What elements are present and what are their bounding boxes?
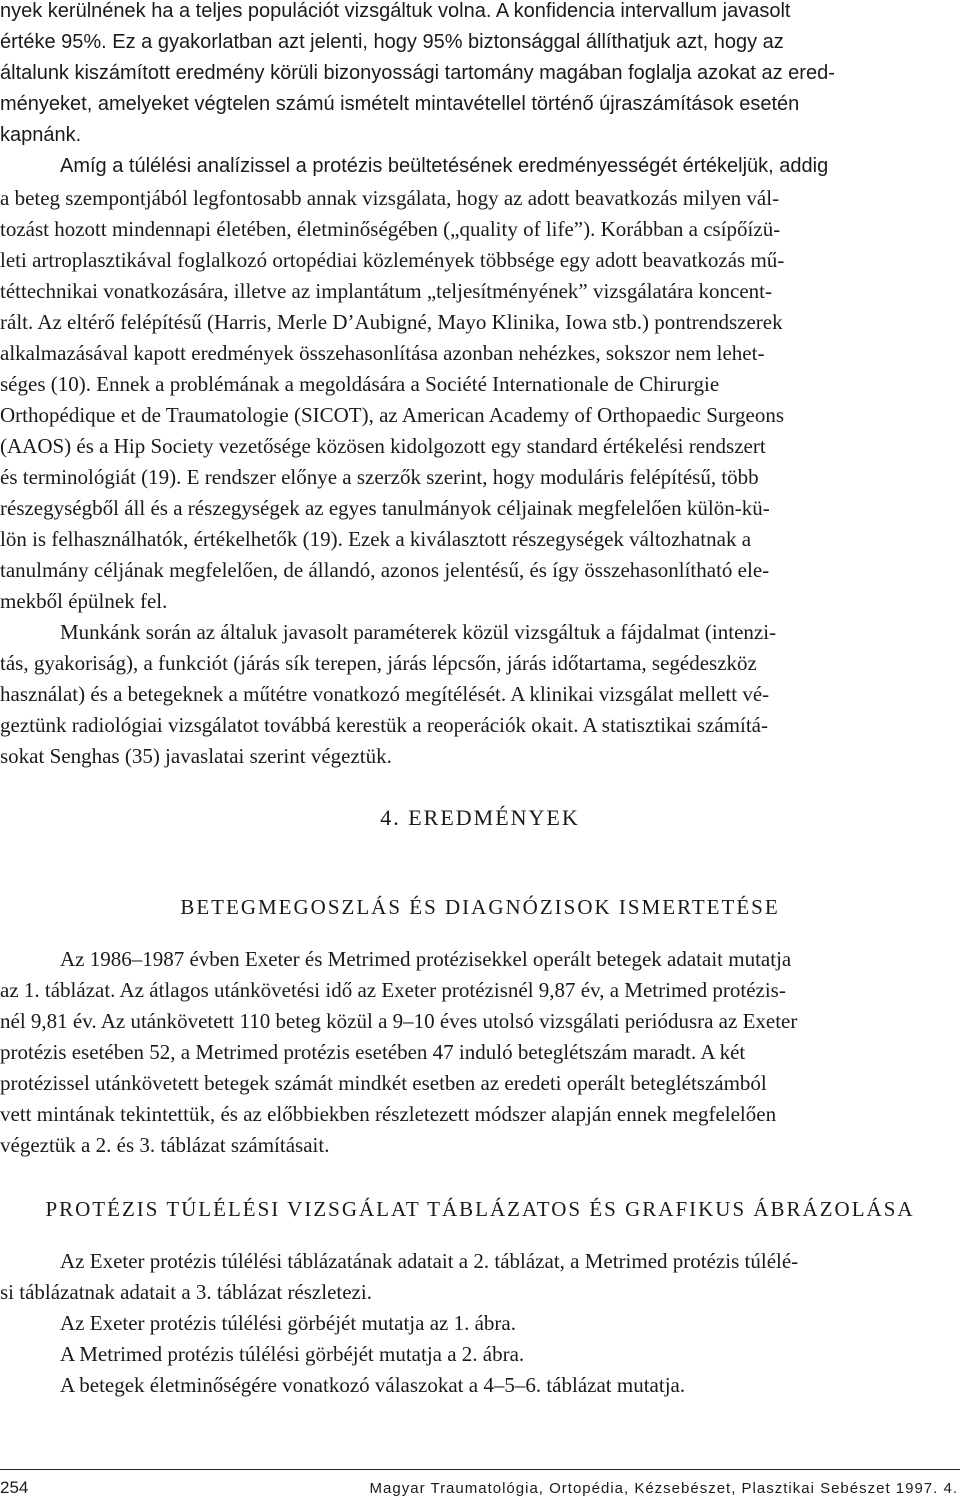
paragraph-line: részegységből áll és a részegységek az egyes tanulmányok céljainak megfelelően külön-kü- xyxy=(0,496,770,520)
page-number: 254 xyxy=(0,1478,29,1497)
paragraph-line: tás, gyakoriság), a funkciót (járás sík terepen, járás lépcsőn, járás időtartama, segédeszköz xyxy=(0,651,757,675)
paragraph-line: geztünk radiológiai vizsgálatot továbbá kerestük a reoperációk okait. A statisztikai számítá- xyxy=(0,713,768,737)
paragraph-line: protézis esetében 52, a Metrimed protézis esetében 47 induló beteglétszám maradt. A két xyxy=(0,1040,746,1064)
paragraph-line: általunk kiszámított eredmény körüli bizonyossági tartomány magában foglalja azokat az ered- xyxy=(0,62,835,84)
paragraph-line: rált. Az eltérő felépítésű (Harris, Merle D’Aubigné, Mayo Klinika, Iowa stb.) pontrendszerek xyxy=(0,310,783,334)
subsection-heading: PROTÉZIS TÚLÉLÉSI VIZSGÁLAT TÁBLÁZATOS ÉS GRAFIKUS ÁBRÁZOLÁSA xyxy=(45,1197,915,1221)
paragraph-line: használat) és a betegeknek a műtétre vonatkozó megítélését. A klinikai vizsgálat mellett vé- xyxy=(0,682,770,706)
paragraph-line: leti artroplasztikával foglalkozó ortopédiai közlemények többsége egy adott beavatkozás mű- xyxy=(0,248,785,272)
section-number: 4. xyxy=(380,805,401,830)
footer-divider xyxy=(0,1469,960,1470)
paragraph-line: Az Exeter protézis túlélési táblázatának adatait a 2. táblázat, a Metrimed protézis túlélé- xyxy=(60,1249,799,1273)
paragraph-line: vett mintának tekintettük, és az előbbiekben részletezett módszer alapján ennek megfelelően xyxy=(0,1102,777,1126)
paragraph-line: Az 1986–1987 évben Exeter és Metrimed protézisekkel operált betegek adatait mutatja xyxy=(60,947,792,971)
paragraph-line: nél 9,81 év. Az utánkövetett 110 beteg közül a 9–10 éves utolsó vizsgálati periódusra az Exeter xyxy=(0,1009,798,1033)
section-heading xyxy=(0,805,960,831)
paragraph-line: téttechnikai vonatkozására, illetve az implantátum „teljesítményének” vizsgálatára koncent- xyxy=(0,279,772,303)
paragraph-line: és terminológiát (19). E rendszer előnye a szerzők szerint, hogy moduláris felépítésű, több xyxy=(0,465,759,489)
paragraph-line: Az Exeter protézis túlélési görbéjét mutatja az 1. ábra. xyxy=(60,1311,516,1335)
paragraph-line: tozást hozott mindennapi életében, életminőségében („quality of life”). Korábban a csípőízü- xyxy=(0,217,781,241)
section-title: EREDMÉNYEK xyxy=(408,805,580,830)
paragraph-line: protézissel utánkövetett betegek számát mindkét esetben az eredeti operált beteglétszámból xyxy=(0,1071,767,1095)
paragraph-line: végeztük a 2. és 3. táblázat számításait. xyxy=(0,1133,330,1157)
paragraph-line: A betegek életminőségére vonatkozó válaszokat a 4–5–6. táblázat mutatja. xyxy=(60,1373,686,1397)
paragraph-line: (AAOS) és a Hip Society vezetősége közösen kidolgozott egy standard értékelési rendszert xyxy=(0,434,766,458)
paragraph-line: nyek kerülnének ha a teljes populációt vizsgáltuk volna. A konfidencia intervallum javasolt xyxy=(0,0,791,22)
subsection-heading: BETEGMEGOSZLÁS ÉS DIAGNÓZISOK ISMERTETÉSE xyxy=(180,895,780,919)
paragraph-line: A Metrimed protézis túlélési görbéjét mutatja a 2. ábra. xyxy=(60,1342,525,1366)
paragraph-line: az 1. táblázat. Az átlagos utánkövetési idő az Exeter protézisnél 9,87 év, a Metrimed protézis- xyxy=(0,978,786,1002)
paragraph-line: séges (10). Ennek a problémának a megoldására a Société Internationale de Chirurgie xyxy=(0,372,720,396)
paragraph-line: Amíg a túlélési analízissel a protézis beültetésének eredményességét értékeljük, addig xyxy=(60,155,829,177)
paragraph-line: ményeket, amelyeket végtelen számú ismételt mintavétellel történő újraszámítások esetén xyxy=(0,93,800,115)
paragraph-line: sokat Senghas (35) javaslatai szerint végeztük. xyxy=(0,744,392,768)
paragraph-line: tanulmány céljának megfelelően, de állandó, azonos jelentésű, és így összehasonlítható ele- xyxy=(0,558,770,582)
paragraph-line: Munkánk során az általuk javasolt paraméterek közül vizsgáltuk a fájdalmat (intenzi- xyxy=(60,620,777,644)
paragraph-line: kapnánk. xyxy=(0,124,82,146)
paragraph-line: Orthopédique et de Traumatologie (SICOT), az American Academy of Orthopaedic Surgeons xyxy=(0,403,785,427)
paragraph-line: si táblázatnak adatait a 3. táblázat részletezi. xyxy=(0,1280,372,1304)
paragraph-line: alkalmazásával kapott eredmények összehasonlítása azonban nehézkes, sokszor nem lehet- xyxy=(0,341,765,365)
paragraph-line: értéke 95%. Ez a gyakorlatban azt jelenti, hogy 95% biztonsággal állíthatjuk azt, hogy az xyxy=(0,31,784,53)
paragraph-line: lön is felhasználhatók, értékelhetők (19). Ezek a kiválasztott részegységek változhatnak a xyxy=(0,527,752,551)
paragraph-line: a beteg szempontjából legfontosabb annak vizsgálata, hogy az adott beavatkozás milyen vál- xyxy=(0,186,780,210)
journal-citation: Magyar Traumatológia, Ortopédia, Kézsebészet, Plasztikai Sebészet 1997. 4. xyxy=(369,1480,958,1497)
paragraph-line: mekből épülnek fel. xyxy=(0,589,168,613)
